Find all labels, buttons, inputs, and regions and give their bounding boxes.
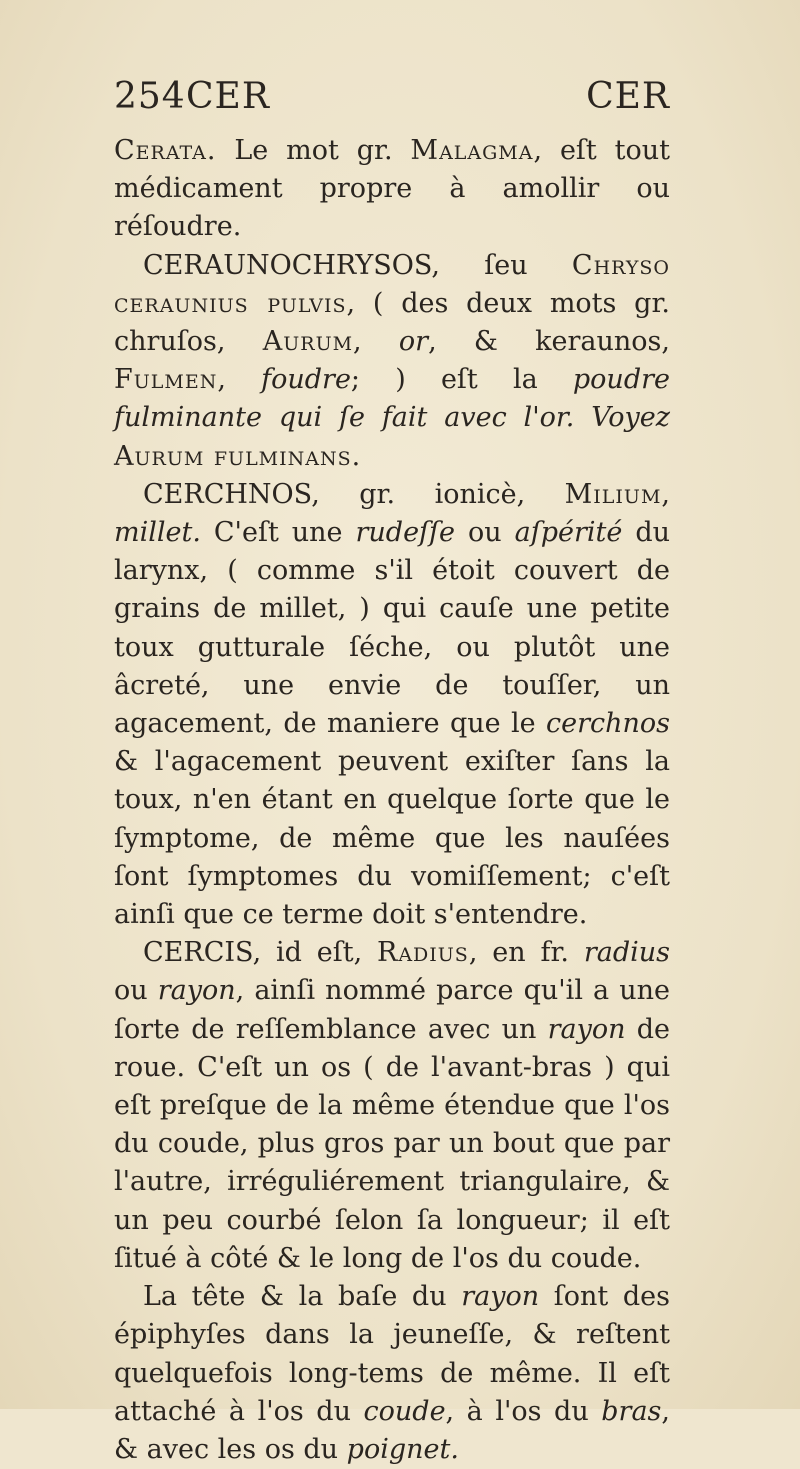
entry-text: , & avec les os du bbox=[114, 1395, 670, 1465]
entry-term: Malagma bbox=[410, 135, 534, 166]
entry-text: Le mot gr. bbox=[216, 135, 411, 166]
entry-text: , en fr. bbox=[468, 937, 584, 969]
entry-text: ou bbox=[114, 975, 158, 1007]
entry-text: , gr. ionicè, bbox=[311, 478, 565, 510]
entry-italic: cerchnos bbox=[545, 708, 670, 740]
entry-term: Fulmen bbox=[114, 364, 218, 396]
entry-text: , bbox=[661, 478, 670, 510]
entry-text: ; ) eſt la bbox=[350, 364, 573, 396]
entry-text: C'eſt une bbox=[200, 517, 356, 549]
entry-term: Radius bbox=[377, 937, 469, 969]
entry-text: , eſt tout médicament propre à amollir ou réſoudre. bbox=[114, 135, 670, 243]
right-running-head: CER bbox=[586, 76, 670, 117]
entry-cercis bbox=[114, 934, 670, 1278]
entry-italic: poudre fulminante qui ſe fait avec l'or. Voyez bbox=[114, 364, 670, 434]
entry-text: , ( des deux mots gr. chruſos, bbox=[114, 287, 670, 358]
entry-head: Cerata. bbox=[114, 135, 217, 166]
entry-text: , bbox=[217, 364, 262, 396]
entry-text: , ainſi nommé parce qu'il a une ſorte de reſſemblance avec un bbox=[114, 975, 670, 1045]
entry-italic: radius bbox=[583, 937, 670, 969]
entry-italic: millet. bbox=[114, 517, 201, 549]
entry-italic: foudre bbox=[261, 364, 351, 396]
entry-text: , & keraunos, bbox=[428, 326, 670, 358]
entry-text: , bbox=[353, 326, 399, 358]
entry-ceraunochrysos bbox=[114, 247, 670, 476]
entry-cerata bbox=[114, 132, 670, 247]
paragraph-rayon bbox=[114, 1278, 670, 1469]
entry-italic: rayon bbox=[461, 1281, 540, 1313]
entry-italic: poignet. bbox=[346, 1433, 459, 1465]
entry-term: Chryso ceraunius pulvis bbox=[114, 249, 670, 319]
entry-text: , ſeu bbox=[431, 249, 572, 281]
entry-text: & l'agacement peuvent exiſter ſans la toux, n'en étant en quelque ſorte que le ſymptome, de même que les nauſées ſont ſymptomes du vomiſſement; c'eſt ainſi que ce terme doit s'entendre. bbox=[114, 746, 670, 931]
entry-head: CERCHNOS bbox=[143, 478, 312, 510]
entry-italic: rayon bbox=[157, 975, 236, 1007]
entry-head: CERAUNOCHRYSOS bbox=[143, 249, 432, 281]
entry-italic: rudeſſe bbox=[355, 517, 456, 549]
entry-term: Aurum fulminans. bbox=[114, 440, 362, 472]
entry-text: , id eſt, bbox=[252, 937, 377, 969]
entry-text: , à l'os du bbox=[445, 1395, 602, 1427]
entry-head: CERCIS bbox=[143, 937, 253, 969]
entry-text: de roue. C'eſt un os ( de l'avant-bras ) qui eſt preſque de la même étendue que l'os du coude, plus gros par un bout que par l'autre, irréguliérement triangulaire, & un peu courbé ſelon ſa longueur; il eſt ſitué à côté & le long de l'os du coude. bbox=[114, 1013, 670, 1274]
entry-italic: or bbox=[398, 326, 429, 358]
entry-text: La tête & la baſe du bbox=[143, 1281, 462, 1313]
entry-text: du larynx, ( comme s'il étoit couvert de grains de millet, ) qui cauſe une petite toux gutturale ſéche, ou plutôt une âcreté, une envie de touſſer, un agacement, de maniere que le bbox=[114, 517, 671, 740]
page-body bbox=[114, 132, 670, 1469]
entry-italic: bras bbox=[601, 1395, 662, 1427]
entry-cerchnos bbox=[114, 476, 670, 934]
entry-italic: coude bbox=[363, 1395, 446, 1427]
left-running-head: CER bbox=[186, 76, 270, 117]
entry-term: Aurum bbox=[262, 326, 354, 358]
entry-italic: aſpérité bbox=[514, 517, 623, 549]
page-number: 254 bbox=[114, 76, 186, 117]
entry-italic: rayon bbox=[547, 1013, 626, 1045]
entry-text: ſont des épiphyſes dans la jeuneſſe, & reſtent quelquefois long-tems de même. Il eſt attaché à l'os du bbox=[114, 1281, 670, 1427]
entry-text: ou bbox=[455, 517, 515, 549]
running-header bbox=[114, 76, 670, 126]
entry-term: Milium bbox=[564, 478, 662, 510]
